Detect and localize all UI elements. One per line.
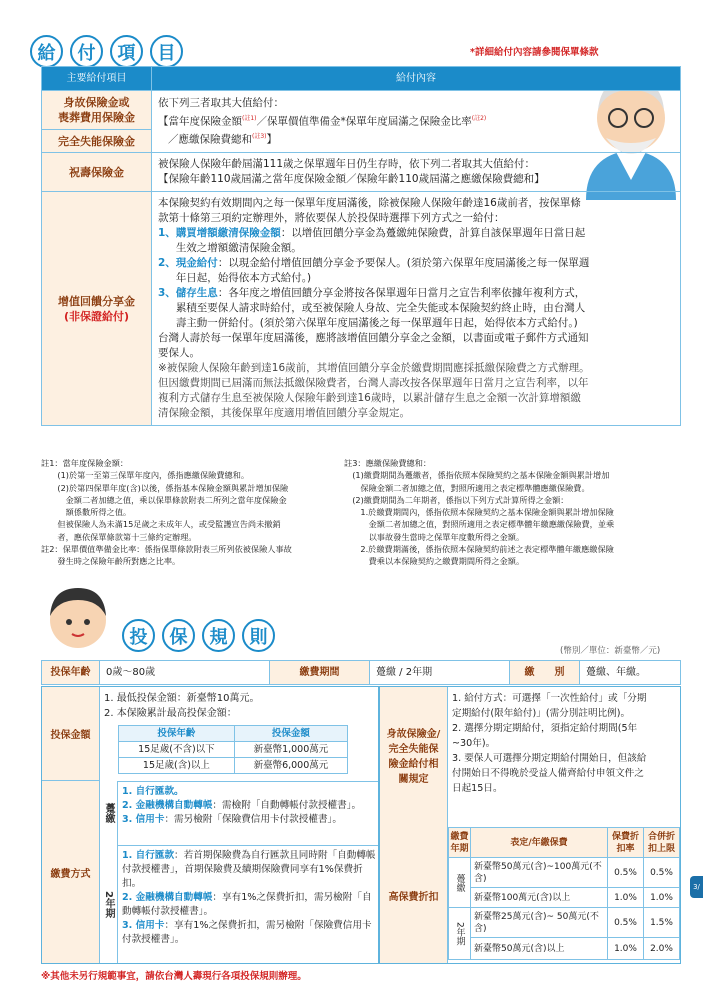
title-char: 給 [30,35,63,68]
footnotes-right: 註3：應繳保險費總和： (1)繳費期間為躉繳者，係指依照本保險契約之基本保險金額與累計增加 保險金額二者加總之值，對照所適用之表定標準體應繳保險費。 (2)繳費期間為二年期者，係指以下列方式計算所得之金額： 1.於繳費期間內，係指依照本保險契約之基本保險金額與累計增加保險 金額二者加總之值，對照所適用之表定標準體年繳應繳保險費，並乘 以事故發生當時之保單年度數所得之金額。 2.於繳費期滿後，係指依照本保險契約前述之表定標準體年繳應繳保險 費乘以本保險契約之繳費期間所得之金額。 [344,458,615,567]
title-char: 投 [122,619,155,652]
category-label: 繳 別 [510,661,580,685]
discount-table: 繳費年期 表定/年繳保費 保費折扣率 合併折扣上限 躉繳 新臺幣50萬元(含)~100萬元(不含) 0.5% 0.5% 新臺幣100萬元(含)以上 1.0% 1.0% 2年期 新臺幣25萬元(含)~ 50萬元(不含) 0.5% 1.5% 新臺幣50萬元(含)以上 1.0% 2.0% [448,827,680,960]
single-pay-label: 躉繳 [100,781,118,845]
amount-label: 投保金額 [42,687,100,781]
child-illustration [38,578,118,650]
row-label-death: 身故保險金或 喪葬費用保險金 完全失能保險金 [42,91,152,153]
longevity-content: 被保險人保險年齡屆滿111歲之保單週年日仍生存時，依下列二者取其大值給付： 【保險年齡110歲屆滿之當年度保險金額／保險年齡110歲屆滿之應繳保險費總和】 [152,153,681,192]
title-char: 目 [150,35,183,68]
period-value: 躉繳 / 2年期 [370,661,510,685]
footnotes-left: 註1：當年度保險金額： (1)於第一至第三保單年度內，係指應繳保險費總和。 (2)於第四保單年度(含)以後，係指基本保險金額與累計增加保險 金額二者加總之值，乘以保單條款附表二所列之當年度保險金 額係數所得之值。 但被保險人為未滿15足歲之未成年人，或受監護宣告尚未撤銷 者，應依保單條款第十三條約定辦理。 註2：保單價值準備金比率：係指保單條款附表三所列依被保險人事故 發生時之保險年齡所對應之比率。 [41,458,292,567]
col-header: 給付內容 [152,67,681,91]
rules-top-row [41,660,681,685]
discount-label: 高保費折扣 [380,827,448,963]
detail-note: *詳細給付內容請參閱保單條款 [470,47,599,58]
death-rules-content: 1. 給付方式：可選擇「一次性給付」或「分期定期給付(限年給付)」(需分別註明比例)。 2. 選擇分期定期給付，須指定給付期間(5年~30年)。 3. 要保人可選擇分期定期給付開始日，但該給付開始日不得晚於受益人備齊給付申領文件之日起15日。 [452,693,647,794]
benefits-table [41,66,681,426]
title-char: 項 [110,35,143,68]
two-year-pay-content: 1. 自行匯款：若首期保險費為自行匯款且同時附「自動轉帳付款授權書」，首期保險費及續期保險費同享有1%保費折扣。 2. 金融機構自動轉帳：享有1%之保費折扣，需另檢附「自動轉帳付款授權書」。 3. 信用卡：享有1%之保費折扣，需另檢附「保險費信用卡付款授權書」。 [122,850,376,945]
title-char: 規 [202,619,235,652]
dividend-content: 本保險契約有效期間內之每一保單年度屆滿後，除被保險人保險年齡達16歲前者，按保單條款第十條第三項約定辦理外，將依要保人於投保時選擇下列方式之一給付： 1、 購買增額繳清保險金額：以增值回饋分享金為躉繳純保險費，計算自該保單週年日當日起生效之增額繳清保險金額。 2、 現金給付：以現金給付增值回饋分享金予要保人。(須於第六保單年度屆滿後之每一保單週年日起，始得依本方式給付。) 3、 儲存生息：各年度之增值回饋分享金將按各保單週年日當月之宣告利率依據年複利方式，累積至要保人請求時給付，或至被保險人身故、完全失能或本保險契約終止時，由台灣人壽主動一併給付。(須於第六保單年度屆滿後之每一保單週年日起，始得依本方式給付。) 台灣人壽於每一保單年度屆滿後，應將該增值回饋分享金之金額，以書面或電子郵件方式通知要保人。 ※被保險人保險年齡到達16歲前，其增值回饋分享金於繳費期間應採抵繳保險費之方式辦理。但因繳費期間已屆滿而無法抵繳保險費者，台灣人壽改按各保單週年日當月之宣告利率，以年複利方式儲存生息至被保險人保險年齡到達16歲時，以累計儲存生息之金額一次計算增額繳清保險金額，其後保單年度適用增值回饋分享金規定。 [152,192,681,426]
age-label: 投保年齡 [42,661,100,685]
category-value: 躉繳、年繳。 [580,661,681,685]
death-rules-label: 身故保險金/完全失能保險金給付相關規定 [380,687,448,827]
rules-right-block [379,686,681,964]
title-char: 保 [162,619,195,652]
col-header: 主要給付項目 [42,67,152,91]
amount-content: 1. 最低投保金額：新臺幣10萬元。 2. 本保險累計最高投保金額： 投保年齡 投保金額 15足歲(不含)以下 新臺幣1,000萬元 15足歲(含)以上 新臺幣6,000萬元 [104,691,374,774]
death-benefit-content: 依下列三者取其大值給付： 【當年度保險金額$^{(註1)}$／保單價值準備金*保單年度屆滿之保險金比率$^{(註2)}$ ／應繳保險費總和$^{(註3)}$】 [152,91,681,153]
payment-label: 繳費方式 [42,781,100,963]
age-value: 0歲～80歲 [100,661,270,685]
footer-note: ※其他未另行規範事宜，請依台灣人壽現行各項投保規則辦理。 [41,971,307,982]
rules-left-block [41,686,379,964]
two-year-pay-label: 2年期 [100,845,118,963]
section-title-rules [122,617,292,657]
title-char: 付 [70,35,103,68]
row-label-dividend: 增值回饋分享金 (非保證給付) [42,192,152,426]
currency-unit: (幣別／單位：新臺幣／元) [560,646,661,656]
period-label: 繳費期間 [270,661,370,685]
page-tab: 3/ [690,876,703,898]
title-char: 則 [242,619,275,652]
row-label-longevity: 祝壽保險金 [42,153,152,192]
single-pay-content: 1. 自行匯款。 2. 金融機構自動轉帳：需檢附「自動轉帳付款授權書」。 3. 信用卡：需另檢附「保險費信用卡付款授權書」。 [122,786,362,825]
